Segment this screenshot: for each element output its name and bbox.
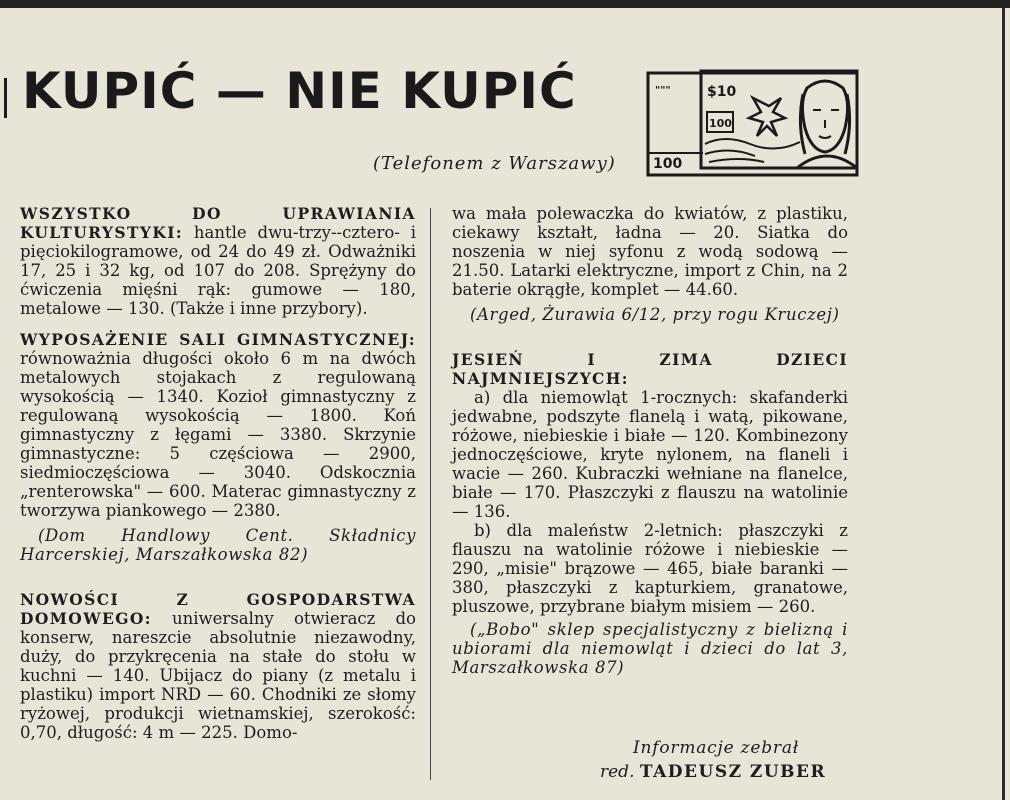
article-sala-gimnastyczna: [20, 330, 416, 520]
section-text: równoważnia długości około 6 m na dwóch metalowych stojakach z regulowaną wysokością — 1340. Kozioł gimnastyczny z regulowaną wysokością — 1800. Koń gimnastyczny z łęgami — 3380. Skrzynie gimnastyczne: 5 częściowa — 2900, siedmioczęściowa — 3040. Odskocznia „renterowska" — 600. Materac gimnastyczny z tworzywa piankowego — 2380.: [20, 349, 416, 520]
cartoon-label-price: $10: [707, 84, 737, 100]
section-lead: JESIEŃ I ZIMA DZIECI NAJMNIEJSZYCH:: [452, 350, 848, 388]
dateline: (Telefonem z Warszawy): [373, 153, 616, 174]
headline: KUPIĆ — NIE KUPIĆ: [22, 62, 577, 120]
article-gospodarstwo-domowe: [20, 590, 416, 742]
left-column: [20, 204, 416, 742]
right-margin-rule: [1002, 8, 1005, 800]
cartoon-label-top: """: [655, 85, 671, 96]
item-niemowleta: a) dla niemowląt 1-rocznych: skafanderki jedwabne, podszyte flanelą i watą, pikowane, różowe, niebieskie i białe — 120. Kombinezony jednoczęściowe, kryte nylonem, na flaneli i wacie — 260. Kubraczki wełniane na flanelce, białe — 170. Płaszczyki z flauszu na watolinie — 136.: [452, 388, 848, 521]
column-divider: [430, 208, 431, 780]
store-source: („Bobo" sklep specjalistyczny z bielizną i ubiorami dla niemowląt i dzieci do lat 3, Marszałkowska 87): [452, 620, 848, 677]
portrait-shoulders: [797, 156, 857, 168]
scan-top-edge: [0, 0, 1010, 8]
portrait-features: [813, 110, 839, 138]
cartoon-label-box: 100: [709, 117, 732, 130]
right-column: [452, 204, 848, 677]
store-source: (Arged, Żurawia 6/12, przy rogu Kruczej): [470, 305, 840, 324]
section-lead: WYPOSAŻENIE SALI GIMNASTYCZNEJ:: [20, 330, 416, 349]
section-lead: WSZYSTKO DO UPRAWIANIA KULTURYSTYKI:: [20, 204, 416, 242]
article-kulturystyka: [20, 204, 416, 318]
cartoon-label-bottom: 100: [653, 156, 683, 172]
author-prefix: red.: [600, 762, 635, 782]
scribble-lines: [705, 139, 800, 162]
portrait-face: [802, 81, 847, 152]
eagle-emblem-icon: [749, 98, 785, 136]
item-malenstwa: b) dla maleństw 2-letnich: płaszczyki z flauszu na watolinie różowe i niebieskie — 290, „misie" brązowe — 465, białe baranki — 380, płaszczyki z kapturkiem, granatowe, pluszowe, przybrane białym misiem — 260.: [452, 521, 848, 616]
store-source: (Dom Handlowy Cent. Składnicy Harcerskiej, Marszałkowska 82): [20, 526, 416, 564]
cartoon-illustration: [645, 68, 860, 180]
section-lead: NOWOŚCI Z GOSPODARSTWA DOMOWEGO:: [20, 590, 416, 628]
author-name: TADEUSZ ZUBER: [639, 762, 827, 782]
author-credit: [600, 762, 826, 782]
section-text: uniwersalny otwieracz do konserw, nareszcie absolutnie niezawodny, duży, do przykręcenia na stałe do stołu w kuchni — 140. Ubijacz do piany (z metalu i plastiku) import NRD — 60. Chodniki ze słomy ryżowej, produkcji wietnamskiej, szerokość: 0,70, długość: 4 m — 225. Domo-: [20, 609, 416, 742]
left-margin-rule: [4, 78, 7, 118]
article-continuation: wa mała polewaczka do kwiatów, z plastiku, ciekawy kształt, ładna — 20. Siatka do noszenia w niej syfonu z wodą sodową — 21.50. Latarki elektryczne, import z Chin, na 2 baterie okrągłe, komplet — 44.60.: [452, 204, 848, 299]
credit-line: Informacje zebrał: [633, 738, 800, 758]
section-text: hantle dwu-trzy--cztero- i pięciokilogramowe, od 24 do 49 zł. Odważniki 17, 25 i 32 kg, od 107 do 208. Sprężyny do ćwiczenia mięśni rąk: gumowe — 180, metalowe — 130. (Także i inne przybory).: [20, 223, 416, 318]
article-dzieci: [452, 350, 848, 388]
